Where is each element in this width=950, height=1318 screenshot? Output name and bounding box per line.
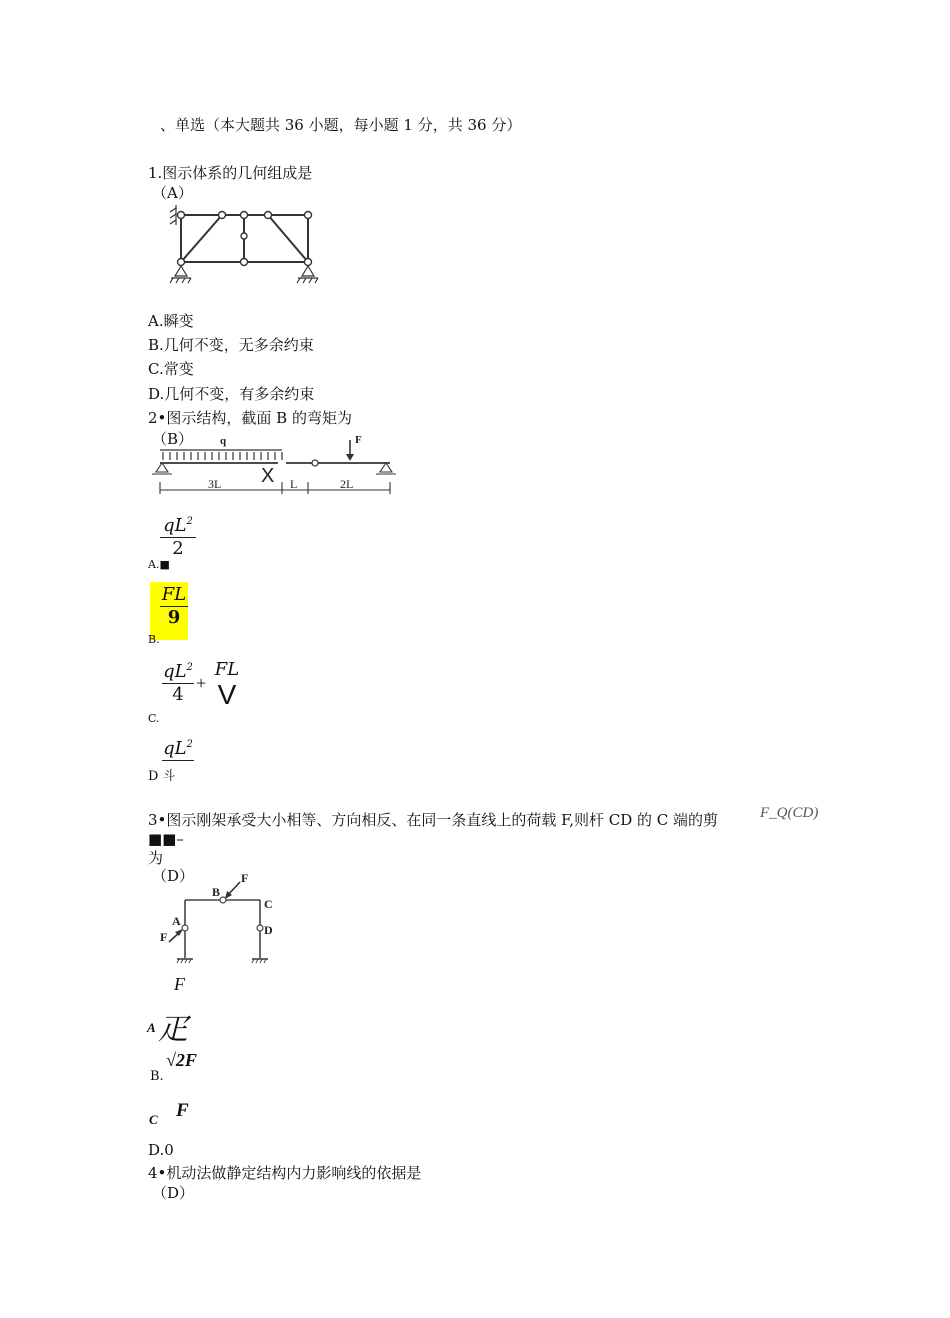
q3-option-d: D.0: [148, 1141, 174, 1159]
q2-answer: （B）: [152, 430, 194, 448]
q2-option-c-plus: +: [196, 673, 207, 693]
q3-label-f-left: F: [160, 930, 168, 944]
q3-label-f-top: F: [241, 871, 249, 885]
q3-stem: 3•图示刚架承受大小相等、方向相反、在同一条直线上的荷载 F,则杆 CD 的 C 端的剪: [148, 811, 719, 829]
q2-label-q: q: [220, 435, 227, 447]
q1-option-c: C.常变: [148, 360, 194, 378]
q3-line3: 为: [148, 849, 164, 867]
q4-stem: 4•机动法做静定结构内力影响线的依据是: [148, 1164, 422, 1182]
q3-frame-figure: [155, 870, 285, 970]
q2-option-a-label: A.■: [148, 558, 170, 571]
q3-option-c-label: C: [149, 1112, 158, 1127]
q3-label-a: A: [172, 914, 181, 928]
q2-dim-2l: 2L: [340, 477, 354, 491]
q3-option-b-label: B.: [150, 1069, 164, 1084]
q2-option-d-label: D 斗: [148, 769, 176, 784]
q3-answer: （D）: [152, 867, 195, 885]
q3-option-a-num: F: [174, 974, 185, 994]
q2-dim-3l: 3L: [208, 477, 222, 491]
q2-dim-l: L: [290, 477, 298, 491]
q2-option-c-label: C.: [148, 712, 160, 725]
q1-option-b: B.几何不变，无多余约束: [148, 336, 314, 354]
q2-option-b-formula: FL 9: [161, 584, 187, 628]
q4-answer: （D）: [152, 1184, 195, 1202]
q2-option-d-formula: $qL^2$: [163, 738, 193, 759]
q3-label-b: B: [212, 885, 221, 899]
q2-option-b-label: B.: [148, 633, 160, 646]
q3-label-c: C: [264, 897, 273, 911]
q3-option-c-value: F: [176, 1100, 189, 1121]
section-header: 、单选（本大题共 36 小题，每小题 1 分，共 36 分）: [160, 116, 522, 134]
q1-stem: 1.图示体系的几何组成是: [148, 164, 313, 182]
q2-label-x: X: [261, 465, 275, 487]
q2-stem: 2•图示结构，截面 B 的弯矩为: [148, 409, 352, 427]
q2-beam-figure: [150, 430, 400, 500]
q3-stem-symbol: F_Q(CD): [760, 805, 819, 821]
q1-option-d: D.几何不变，有多余约束: [148, 385, 315, 403]
q3-option-a-label: A: [147, 1020, 156, 1035]
q2-option-c-term2: FL V: [214, 659, 240, 710]
q3-label-d: D: [264, 923, 273, 937]
q2-label-f: F: [355, 434, 362, 446]
q1-option-a: A.瞬变: [148, 312, 194, 330]
q3-option-a-glyph: 疋: [158, 1013, 188, 1046]
q1-truss-figure: [148, 200, 328, 292]
q1-answer: （A）: [152, 184, 193, 202]
q3-line2: ■■–: [148, 830, 184, 848]
q3-option-b-value: √2F: [166, 1050, 197, 1070]
q2-option-a-formula: $qL^2$ 2: [160, 512, 196, 559]
q2-option-c-term1: $qL^2$ 4: [163, 661, 193, 705]
